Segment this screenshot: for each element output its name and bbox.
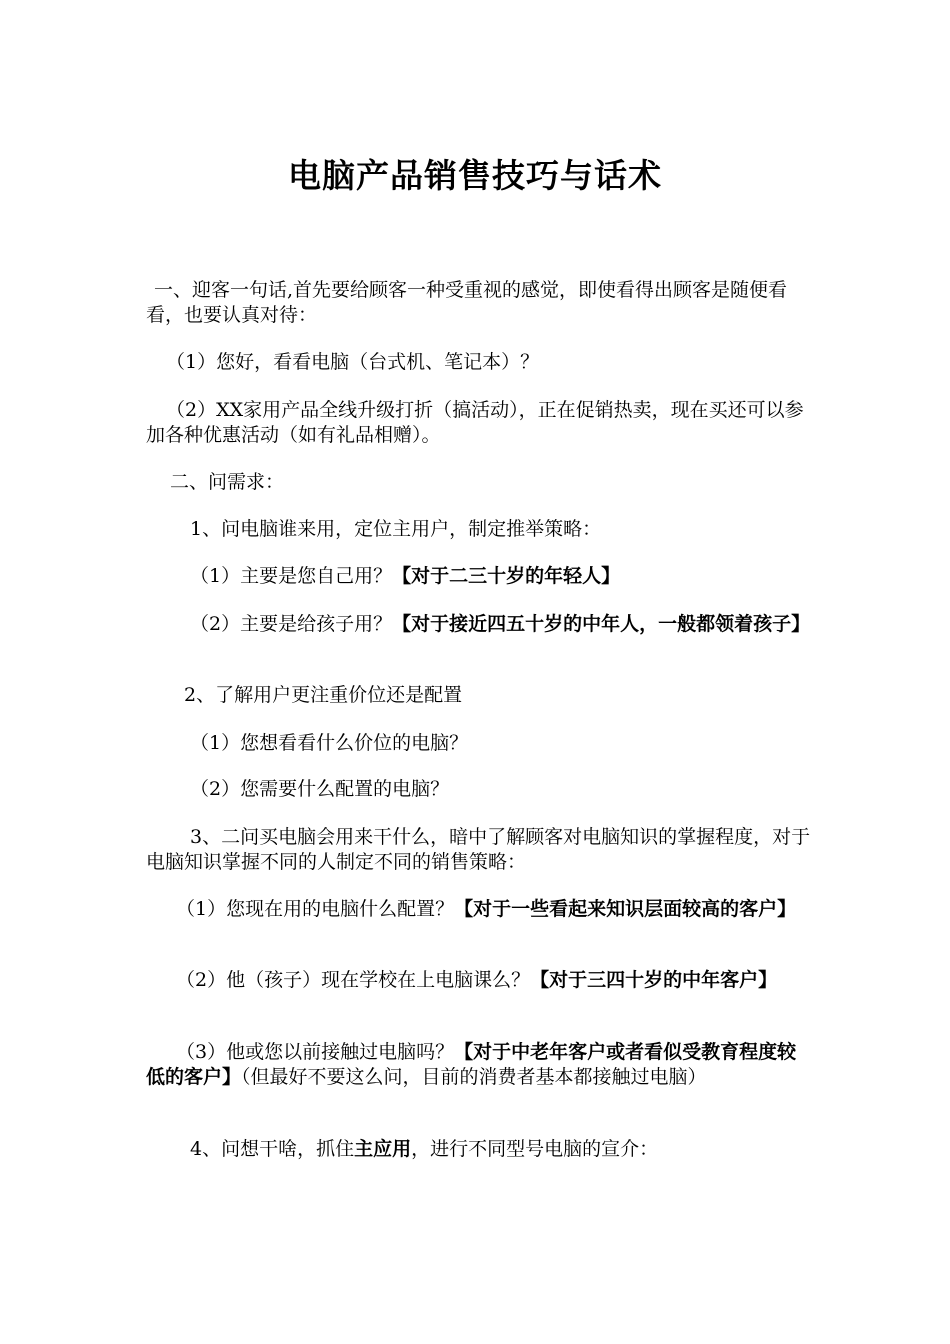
paragraph-greeting-2: （2）XX家用产品全线升级打折（搞活动），正在促销热卖，现在买还可以参加各种优惠活动（如有礼品相赠）。 [146, 399, 804, 446]
paragraph-who-uses-1 [146, 564, 811, 589]
document-title: 电脑产品销售技巧与话术 [288, 156, 662, 195]
paragraph-price-1: （1）您想看看什么价位的电脑？ [190, 732, 469, 754]
paragraph-greeting-intro: 一、迎客一句话,首先要给顾客一种受重视的感觉，即使看得出顾客是随便看看，也要认真对待： [146, 279, 788, 326]
paragraph-purpose-1 [146, 897, 811, 922]
section-heading-needs: 二、问需求： [170, 471, 285, 493]
question-text: （2）主要是给孩子用？ [190, 613, 393, 635]
question-text: （2）他（孩子）现在学校在上电脑课么？ [176, 969, 531, 991]
question-text: （1）主要是您自己用？ [190, 565, 393, 587]
paragraph-purpose-3 [146, 1040, 811, 1090]
paragraph-price-or-config: 2、了解用户更注重价位还是配置 [184, 684, 463, 706]
question-text: （1）您现在用的电脑什么配置？ [176, 898, 455, 920]
paragraph-purpose: 3、二问买电脑会用来干什么，暗中了解顾客对电脑知识的掌握程度，对于电脑知识掌握不同的人制定不同的销售策略： [146, 826, 811, 873]
note-parenthetical: （但最好不要这么问，目前的消费者基本都接触过电脑） [241, 1066, 707, 1088]
paragraph-config-2: （2）您需要什么配置的电脑？ [190, 778, 450, 800]
text-segment: 4、问想干啥，抓住 [190, 1138, 355, 1160]
note-bracket: 【对于中老年客户或者看似受教育程度较低的客户】 [146, 1041, 797, 1088]
note-bracket: 【对于一些看起来知识层面较高的客户】 [454, 898, 797, 920]
emphasis-main-application: 主应用 [354, 1138, 412, 1160]
paragraph-greeting-1: （1）您好，看看电脑（台式机、笔记本）？ [166, 351, 540, 373]
note-bracket: 【对于接近四五十岁的中年人，一般都领着孩子】 [392, 613, 811, 635]
paragraph-purpose-2 [146, 968, 811, 993]
text-segment: ，进行不同型号电脑的宣介： [411, 1138, 659, 1160]
paragraph-who-uses: 1、问电脑谁来用，定位主用户，制定推举策略： [190, 518, 602, 540]
paragraph-who-uses-2 [146, 612, 811, 637]
paragraph-main-application [146, 1137, 811, 1162]
note-bracket: 【对于三四十岁的中年客户】 [530, 969, 778, 991]
question-text: （3）他或您以前接触过电脑吗？ [176, 1041, 455, 1063]
note-bracket: 【对于二三十岁的年轻人】 [392, 565, 621, 587]
